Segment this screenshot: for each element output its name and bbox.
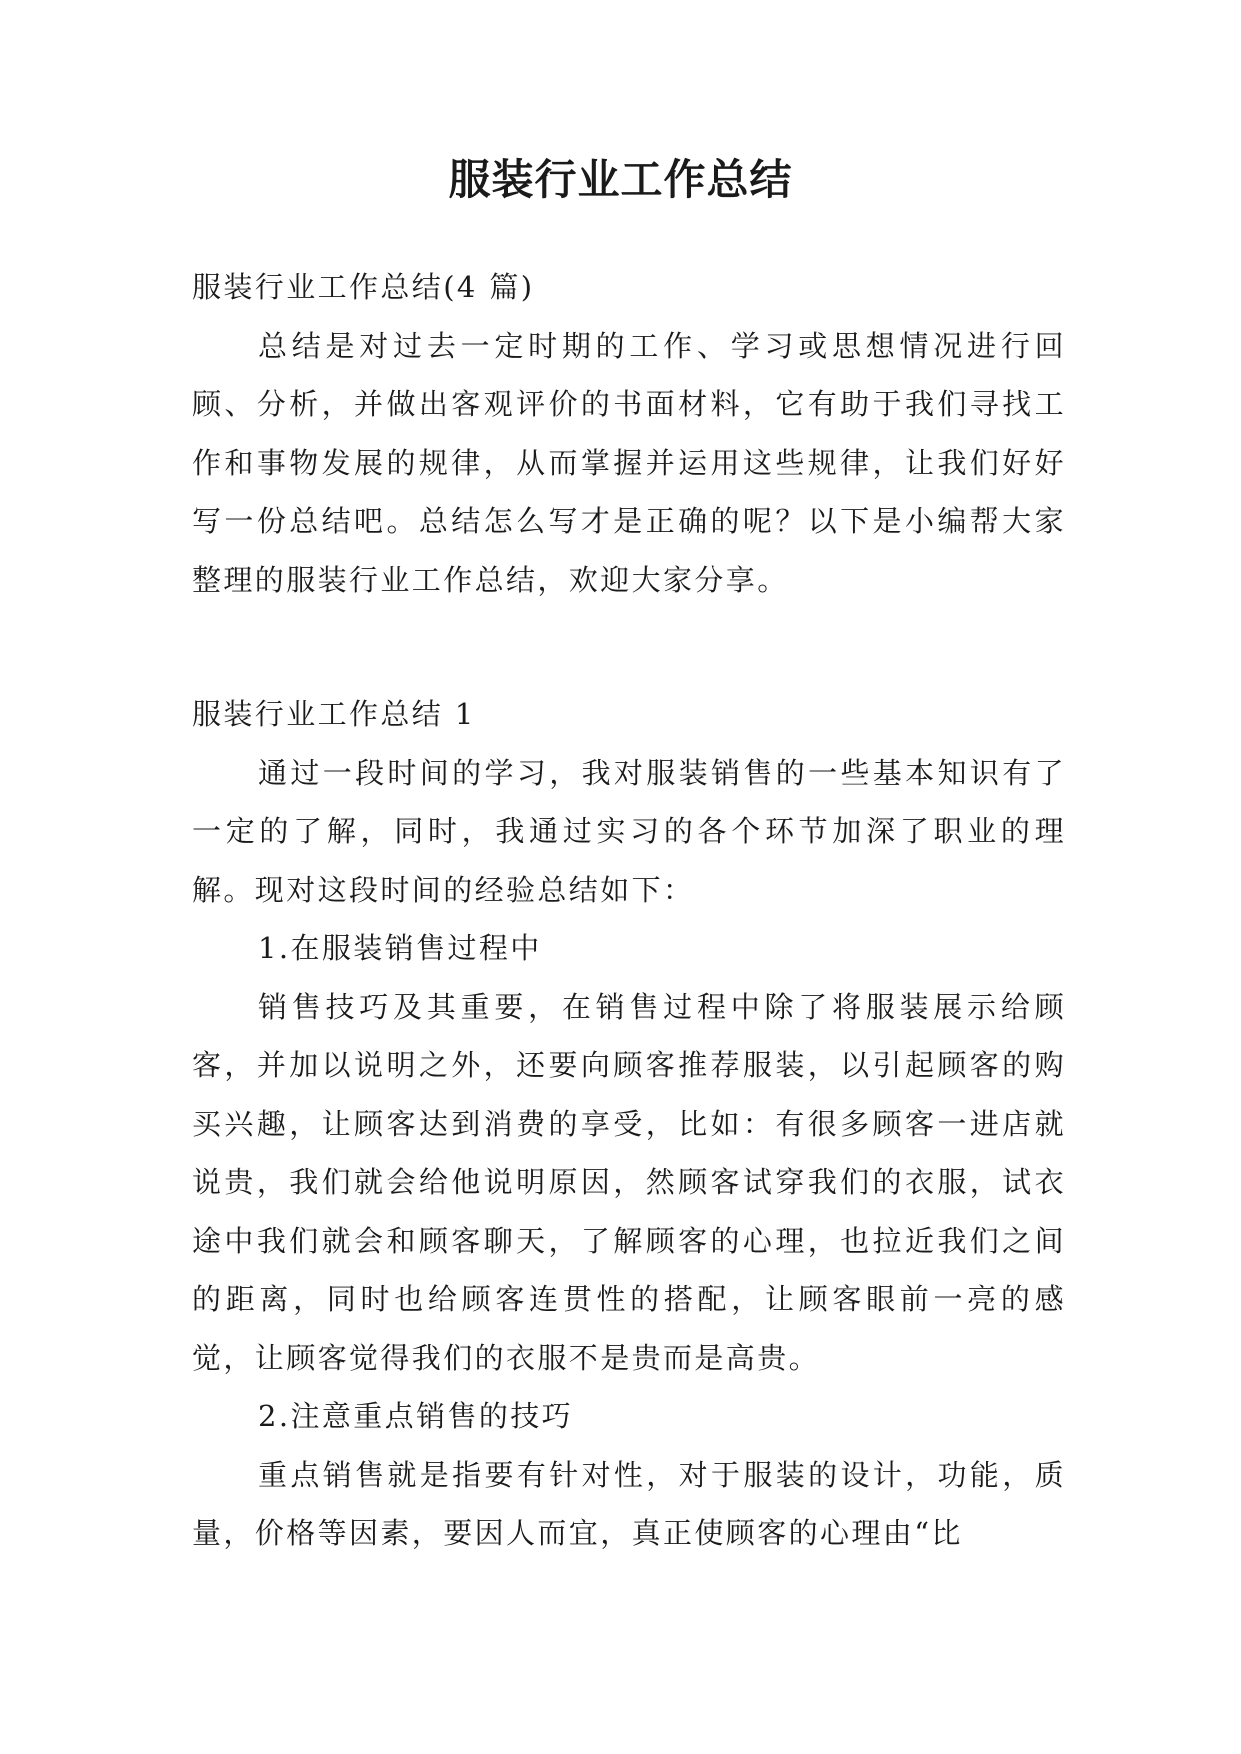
section-1-paragraph: 通过一段时间的学习，我对服装销售的一些基本知识有了一定的了解，同时，我通过实习的各个环节加深了职业的理解。现对这段时间的经验总结如下： bbox=[192, 755, 1066, 907]
intro-section bbox=[192, 258, 1066, 609]
item-1-heading: 1.在服装销售过程中 bbox=[258, 931, 542, 965]
section-1-heading: 服装行业工作总结 1 bbox=[192, 697, 476, 731]
section-1 bbox=[192, 685, 1066, 1563]
document-title: 服装行业工作总结 bbox=[448, 155, 793, 204]
intro-heading: 服装行业工作总结(4 篇) bbox=[192, 270, 535, 304]
intro-paragraph: 总结是对过去一定时期的工作、学习或思想情况进行回顾、分析，并做出客观评价的书面材料，它有助于我们寻找工作和事物发展的规律，从而掌握并运用这些规律，让我们好好写一份总结吧。总结怎么写才是正确的呢？以下是小编帮大家整理的服装行业工作总结，欢迎大家分享。 bbox=[192, 328, 1066, 597]
item-2-heading: 2.注意重点销售的技巧 bbox=[258, 1399, 574, 1433]
item-1-paragraph: 销售技巧及其重要，在销售过程中除了将服装展示给顾客，并加以说明之外，还要向顾客推荐服装，以引起顾客的购买兴趣，让顾客达到消费的享受，比如：有很多顾客一进店就说贵，我们就会给他说明原因，然顾客试穿我们的衣服，试衣途中我们就会和顾客聊天，了解顾客的心理，也拉近我们之间的距离，同时也给顾客连贯性的搭配，让顾客眼前一亮的感觉，让顾客觉得我们的衣服不是贵而是高贵。 bbox=[192, 989, 1066, 1375]
item-2-paragraph: 重点销售就是指要有针对性，对于服装的设计，功能，质量，价格等因素，要因人而宜，真正使顾客的心理由“比 bbox=[192, 1457, 1066, 1550]
